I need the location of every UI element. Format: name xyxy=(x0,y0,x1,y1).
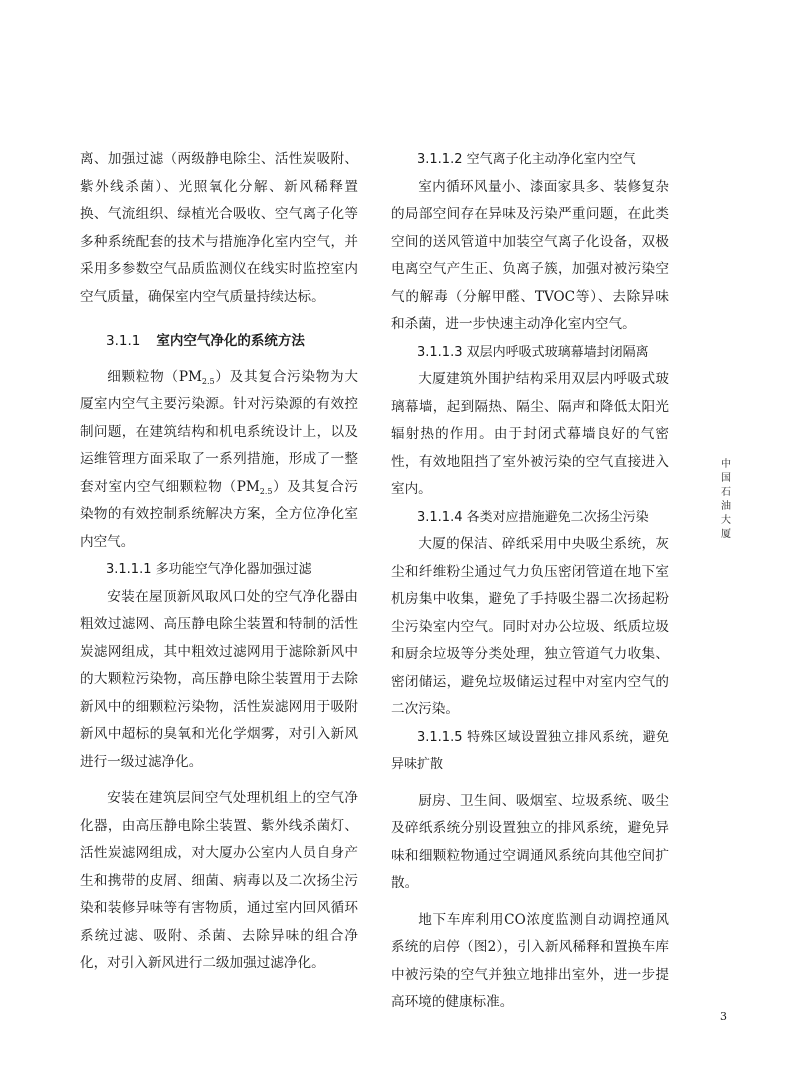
section-heading xyxy=(106,328,358,356)
paragraph-floor-purifier: 安装在建筑层间空气处理机组上的空气净化器，由高压静电除尘装置、紫外线杀菌灯、活性炭滤网组成，对大厦办公室内人员自身产生和携带的皮屑、细菌、病毒以及二次扬尘污染和装修异味等有害物质，通过室内回风循环系统过滤、吸附、杀菌、去除异味的组合净化，对引入新风进行二级加强过滤净化。 xyxy=(80,790,358,971)
subsection-heading-3111: 3.1.1.1 多功能空气净化器加强过滤 xyxy=(106,562,312,577)
subsection-heading-3112: 3.1.1.2 空气离子化主动净化室内空气 xyxy=(417,152,636,167)
paragraph-exhaust: 厨房、卫生间、吸烟室、垃圾系统、吸尘及碎纸系统分别设置独立的排风系统，避免异味和细颗粒物通过空调通风系统向其他空间扩散。 xyxy=(391,792,669,891)
paragraph-dust-control: 大厦的保洁、碎纸采用中央吸尘系统，灰尘和纤维粉尘通过气力负压密闭管道在地下室机房集中收集，避免了手持吸尘器二次扬起粉尘污染室内空气。同时对办公垃圾、纸质垃圾和厨余垃圾等分类处理，独立管道气力收集、密闭储运，避免垃圾储运过程中对室内空气的二次污染。 xyxy=(391,536,669,717)
intro-paragraph: 离、加强过滤（两级静电除尘、活性炭吸附、紫外线杀菌）、光照氧化分解、新风稀释置换、气流组织、绿植光合吸收、空气离子化等多种系统配套的技术与措施净化室内空气，并采用多参数空气品质监测仪在线实时监控室内空气质量，确保室内空气质量持续达标。 xyxy=(80,151,358,305)
paragraph-ionization: 室内循环风量小、漆面家具多、装修复杂的局部空间存在异味及污染严重问题，在此类空间的送风管道中加装空气离子化设备，双极电离空气产生正、负离子簇，加强对被污染空气的解毒（分解甲醛、TVOC等）、去除异味和杀菌，进一步快速主动净化室内空气。 xyxy=(391,178,669,332)
subsection-heading-3113: 3.1.1.3 双层内呼吸式玻璃幕墙封闭隔离 xyxy=(417,344,649,360)
paragraph-roof-purifier: 安装在屋顶新风取风口处的空气净化器由粗效过滤网、高压静电除尘装置和特制的活性炭滤网组成，其中粗效过滤网用于滤除新风中的大颗粒污染物，高压静电除尘装置用于去除新风中的细颗粒污染物，活性炭滤网用于吸附新风中超标的臭氧和光化学烟雾，对引入新风进行一级过滤净化。 xyxy=(80,588,358,770)
right-column xyxy=(391,146,669,1017)
section-number: 3.1.1 xyxy=(106,333,141,349)
page-number: 3 xyxy=(720,1010,727,1023)
paragraph-pm25: 细颗粒物$(PM_{2.5})$及其复合污染物为大厦室内空气主要污染源。针对污染源的有效控制问题，在建筑结构和机电系统设计上，以及运维管理方面采取了一系列措施，形成了一整套对室内空气细颗粒物$(PM_{2.5})$及其复合污染物的有效控制系统解决方案，全方位净化室内空气。 xyxy=(80,368,358,550)
side-label: 中国石油大厦 xyxy=(721,459,731,540)
subsection-heading-3114: 3.1.1.4 各类对应措施避免二次扬尘污染 xyxy=(417,509,649,525)
subsection-heading-3115: 3.1.1.5 特殊区域设置独立排风系统，避免异味扩散 xyxy=(391,729,669,772)
section-title: 室内空气净化的系统方法 xyxy=(156,333,305,349)
paragraph-garage: 地下车库利用CO浓度监测自动调控通风系统的启停（图2），引入新风稀释和置换车库中被污染的空气并独立地排出室外，进一步提高环境的健康标准。 xyxy=(391,911,669,1010)
left-column xyxy=(80,146,358,978)
paragraph-glass-curtain: 大厦建筑外围护结构采用双层内呼吸式玻璃幕墙，起到隔热、隔尘、隔声和降低太阳光辐射热的作用。由于封闭式幕墙良好的气密性，有效地阻挡了室外被污染的空气直接进入室内。 xyxy=(391,371,669,497)
